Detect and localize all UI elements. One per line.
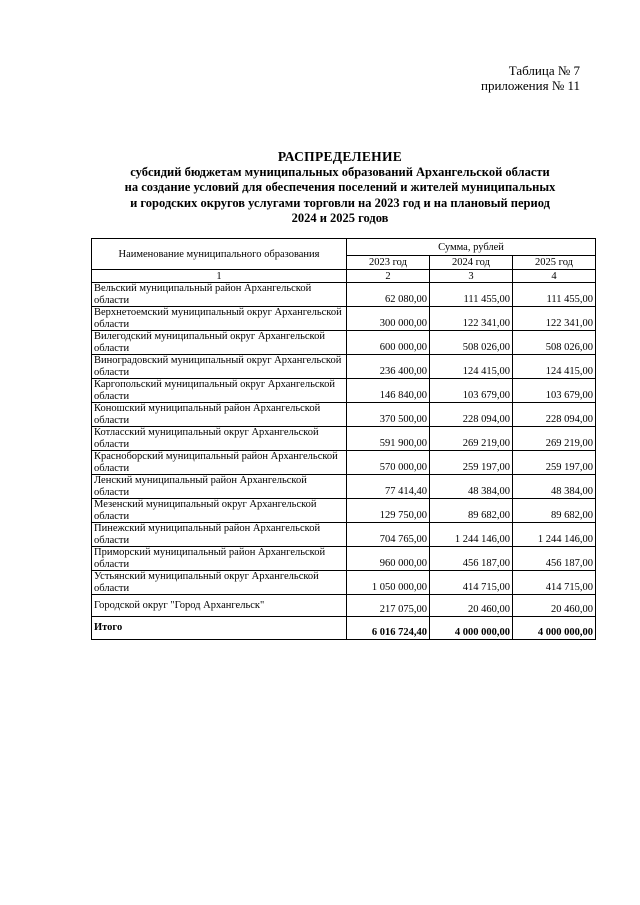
total-label: Итого: [92, 617, 347, 640]
distribution-table: [91, 238, 596, 640]
amount-2024: 20 460,00: [430, 595, 513, 617]
amount-2025: 414 715,00: [513, 571, 596, 595]
column-number-1: 1: [92, 270, 347, 283]
header-sum-column: Сумма, рублей: [347, 239, 596, 256]
amount-2024: 103 679,00: [430, 379, 513, 403]
amount-2025: 228 094,00: [513, 403, 596, 427]
municipality-name: Ленский муниципальный район Архангельской области: [92, 475, 347, 499]
amount-2025: 1 244 146,00: [513, 523, 596, 547]
amount-2023: 217 075,00: [347, 595, 430, 617]
table-row: [92, 403, 596, 427]
amount-2025: 456 187,00: [513, 547, 596, 571]
amount-2025: 259 197,00: [513, 451, 596, 475]
amount-2024: 259 197,00: [430, 451, 513, 475]
municipality-name: Устьянский муниципальный округ Архангельской области: [92, 571, 347, 595]
title-line-2: на создание условий для обеспечения поселений и жителей муниципальных: [124, 180, 556, 194]
table-row: [92, 571, 596, 595]
title-line-4: 2024 и 2025 годов: [291, 211, 389, 225]
table-row: [92, 379, 596, 403]
amount-2023: 129 750,00: [347, 499, 430, 523]
amount-2024: 228 094,00: [430, 403, 513, 427]
table-row: [92, 475, 596, 499]
amount-2024: 414 715,00: [430, 571, 513, 595]
amount-2023: 1 050 000,00: [347, 571, 430, 595]
amount-2023: 77 414,40: [347, 475, 430, 499]
table-row: [92, 451, 596, 475]
amount-2025: 122 341,00: [513, 307, 596, 331]
amount-2024: 48 384,00: [430, 475, 513, 499]
amount-2024: 89 682,00: [430, 499, 513, 523]
table-row: [92, 283, 596, 307]
amount-2023: 236 400,00: [347, 355, 430, 379]
total-row: [92, 617, 596, 640]
municipality-name: Красноборский муниципальный район Архангельской области: [92, 451, 347, 475]
table-row: [92, 547, 596, 571]
header-year-2024: 2024 год: [430, 256, 513, 270]
header-name-column: Наименование муниципального образования: [92, 239, 347, 270]
title-main: РАСПРЕДЕЛЕНИЕ: [277, 149, 403, 164]
column-number-2: 2: [347, 270, 430, 283]
amount-2024: 122 341,00: [430, 307, 513, 331]
municipality-name: Вилегодский муниципальный округ Архангельской области: [92, 331, 347, 355]
document-title: [90, 149, 590, 227]
municipality-name: Пинежский муниципальный район Архангельской области: [92, 523, 347, 547]
amount-2025: 111 455,00: [513, 283, 596, 307]
municipality-name: Котласский муниципальный округ Архангельской области: [92, 427, 347, 451]
total-2025: 4 000 000,00: [513, 617, 596, 640]
column-number-3: 3: [430, 270, 513, 283]
amount-2024: 1 244 146,00: [430, 523, 513, 547]
amount-2024: 456 187,00: [430, 547, 513, 571]
municipality-name: Верхнетоемский муниципальный округ Архангельской области: [92, 307, 347, 331]
amount-2025: 89 682,00: [513, 499, 596, 523]
amount-2023: 704 765,00: [347, 523, 430, 547]
amount-2025: 48 384,00: [513, 475, 596, 499]
amount-2025: 508 026,00: [513, 331, 596, 355]
amount-2023: 570 000,00: [347, 451, 430, 475]
column-number-4: 4: [513, 270, 596, 283]
municipality-name: Мезенский муниципальный округ Архангельской области: [92, 499, 347, 523]
amount-2025: 20 460,00: [513, 595, 596, 617]
amount-2023: 591 900,00: [347, 427, 430, 451]
amount-2024: 111 455,00: [430, 283, 513, 307]
table-reference: [481, 63, 580, 93]
amount-2024: 508 026,00: [430, 331, 513, 355]
municipality-name: Городской округ "Город Архангельск": [92, 595, 347, 617]
table-row: [92, 499, 596, 523]
amount-2025: 103 679,00: [513, 379, 596, 403]
table-row: [92, 595, 596, 617]
amount-2025: 269 219,00: [513, 427, 596, 451]
amount-2023: 370 500,00: [347, 403, 430, 427]
table-row: [92, 331, 596, 355]
table-row: [92, 427, 596, 451]
total-2024: 4 000 000,00: [430, 617, 513, 640]
amount-2024: 124 415,00: [430, 355, 513, 379]
amount-2023: 960 000,00: [347, 547, 430, 571]
appendix-number: приложения № 11: [481, 78, 580, 93]
table-row: [92, 307, 596, 331]
header-year-2025: 2025 год: [513, 256, 596, 270]
amount-2023: 62 080,00: [347, 283, 430, 307]
table-row: [92, 355, 596, 379]
municipality-name: Коношский муниципальный район Архангельской области: [92, 403, 347, 427]
table-row: [92, 523, 596, 547]
title-line-3: и городских округов услугами торговли на 2023 год и на плановый период: [130, 195, 550, 210]
amount-2023: 146 840,00: [347, 379, 430, 403]
municipality-name: Виноградовский муниципальный округ Архангельской области: [92, 355, 347, 379]
amount-2023: 600 000,00: [347, 331, 430, 355]
amount-2024: 269 219,00: [430, 427, 513, 451]
amount-2023: 300 000,00: [347, 307, 430, 331]
municipality-name: Вельский муниципальный район Архангельской области: [92, 283, 347, 307]
header-year-2023: 2023 год: [347, 256, 430, 270]
title-line-1: субсидий бюджетам муниципальных образований Архангельской области: [130, 164, 550, 179]
municipality-name: Каргопольский муниципальный округ Архангельской области: [92, 379, 347, 403]
table-number: Таблица № 7: [508, 63, 580, 78]
municipality-name: Приморский муниципальный район Архангельской области: [92, 547, 347, 571]
total-2023: 6 016 724,40: [347, 617, 430, 640]
amount-2025: 124 415,00: [513, 355, 596, 379]
